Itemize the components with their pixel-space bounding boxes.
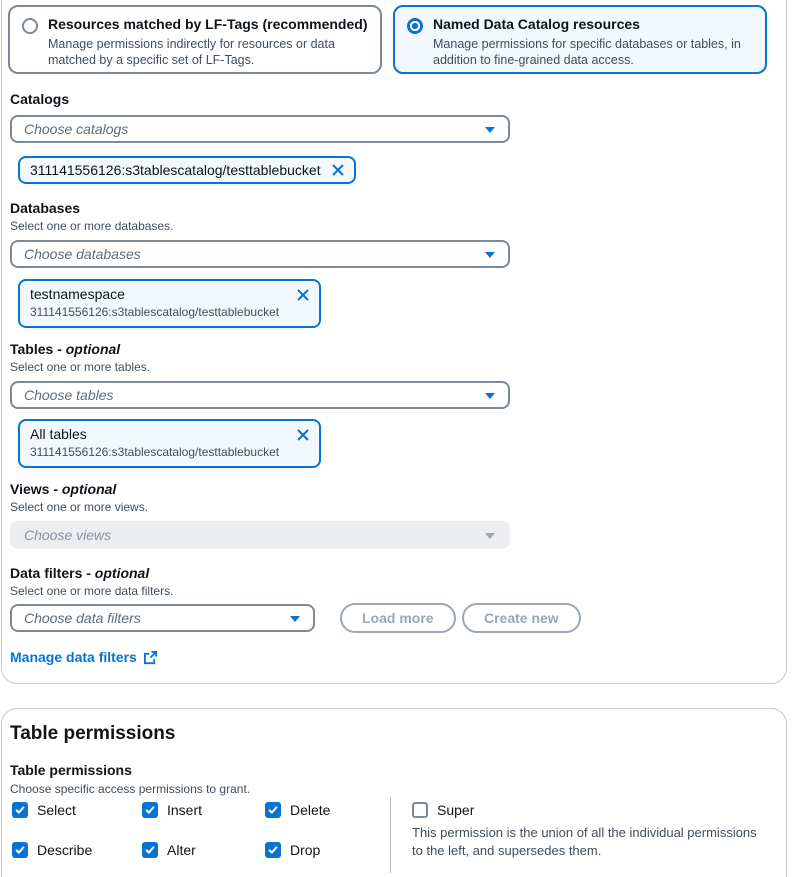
data-filters-placeholder: Choose data filters	[24, 610, 141, 626]
databases-token-title: testnamespace	[30, 286, 125, 302]
table-permissions-section-title: Table permissions	[10, 723, 176, 744]
checkbox-drop[interactable]: Drop	[265, 842, 320, 858]
chevron-down-icon	[485, 127, 495, 133]
databases-label: Databases	[10, 200, 81, 216]
databases-placeholder: Choose databases	[24, 246, 141, 262]
data-filters-optional-suffix: - optional	[86, 565, 150, 581]
radio-unselected-icon[interactable]	[22, 18, 38, 34]
tables-select[interactable]	[10, 381, 510, 409]
checkbox-alter[interactable]: Alter	[142, 842, 196, 858]
data-filters-hint: Select one or more data filters.	[10, 584, 174, 598]
catalogs-token	[18, 156, 356, 184]
tables-hint: Select one or more tables.	[10, 360, 151, 374]
close-icon[interactable]	[295, 287, 311, 303]
views-label: Views - optional	[10, 481, 117, 497]
resource-method-tiles	[8, 5, 767, 74]
data-filters-select[interactable]	[10, 604, 315, 632]
close-icon[interactable]	[295, 427, 311, 443]
external-link-icon	[143, 650, 158, 665]
tile-lf-tags[interactable]	[8, 5, 382, 74]
manage-data-filters-link[interactable]: Manage data filters	[10, 649, 158, 665]
databases-hint: Select one or more databases.	[10, 219, 174, 233]
databases-select[interactable]	[10, 240, 510, 268]
load-more-button[interactable]: Load more	[340, 603, 456, 633]
table-permissions-hint: Choose specific access permissions to grant.	[10, 782, 251, 796]
radio-selected-icon[interactable]	[407, 18, 423, 34]
tables-placeholder: Choose tables	[24, 387, 114, 403]
super-description: This permission is the union of all the individual permissions to the left, and supersedes them.	[412, 825, 757, 858]
tables-token-title: All tables	[30, 426, 87, 442]
checkmark-icon[interactable]	[12, 842, 28, 858]
databases-token	[18, 279, 321, 328]
checkbox-describe[interactable]: Describe	[12, 842, 92, 858]
tile-named-resources[interactable]	[393, 5, 767, 74]
chevron-down-icon	[485, 252, 495, 258]
tile-lf-tags-title: Resources matched by LF-Tags (recommended)	[48, 16, 368, 32]
table-permissions-field-label: Table permissions	[10, 762, 132, 778]
views-select	[10, 521, 510, 549]
tile-lf-tags-description: Manage permissions indirectly for resources or data matched by a specific set of LF-Tags.	[48, 37, 335, 67]
checkmark-icon[interactable]	[12, 802, 28, 818]
catalogs-placeholder: Choose catalogs	[24, 121, 129, 137]
tables-token	[18, 419, 321, 468]
tables-optional-suffix: - optional	[57, 341, 121, 357]
chevron-down-icon	[290, 616, 300, 622]
catalogs-token-title: 311141556126:s3tablescatalog/testtablebucket	[30, 162, 321, 178]
views-hint: Select one or more views.	[10, 500, 149, 514]
catalogs-select[interactable]	[10, 115, 510, 143]
tile-named-resources-title: Named Data Catalog resources	[433, 16, 640, 32]
tile-named-resources-description: Manage permissions for specific databases or tables, in addition to fine-grained data access.	[433, 37, 741, 67]
tables-token-subtitle: 311141556126:s3tablescatalog/testtablebucket	[30, 445, 280, 459]
checkmark-icon[interactable]	[265, 802, 281, 818]
data-filters-label: Data filters - optional	[10, 565, 150, 581]
chevron-down-icon	[485, 533, 495, 539]
checkbox-insert[interactable]: Insert	[142, 802, 202, 818]
permissions-divider	[390, 797, 391, 873]
tables-label: Tables - optional	[10, 341, 121, 357]
catalogs-label: Catalogs	[10, 91, 70, 107]
chevron-down-icon	[485, 393, 495, 399]
checkbox-unchecked-icon[interactable]	[412, 802, 428, 818]
checkmark-icon[interactable]	[142, 842, 158, 858]
checkmark-icon[interactable]	[265, 842, 281, 858]
views-optional-suffix: - optional	[53, 481, 117, 497]
databases-token-subtitle: 311141556126:s3tablescatalog/testtablebucket	[30, 305, 280, 319]
checkmark-icon[interactable]	[142, 802, 158, 818]
create-new-button[interactable]: Create new	[462, 603, 581, 633]
close-icon[interactable]	[330, 162, 346, 178]
views-placeholder: Choose views	[24, 527, 112, 543]
checkbox-delete[interactable]: Delete	[265, 802, 330, 818]
checkbox-super[interactable]: Super	[412, 802, 474, 818]
checkbox-select[interactable]: Select	[12, 802, 76, 818]
